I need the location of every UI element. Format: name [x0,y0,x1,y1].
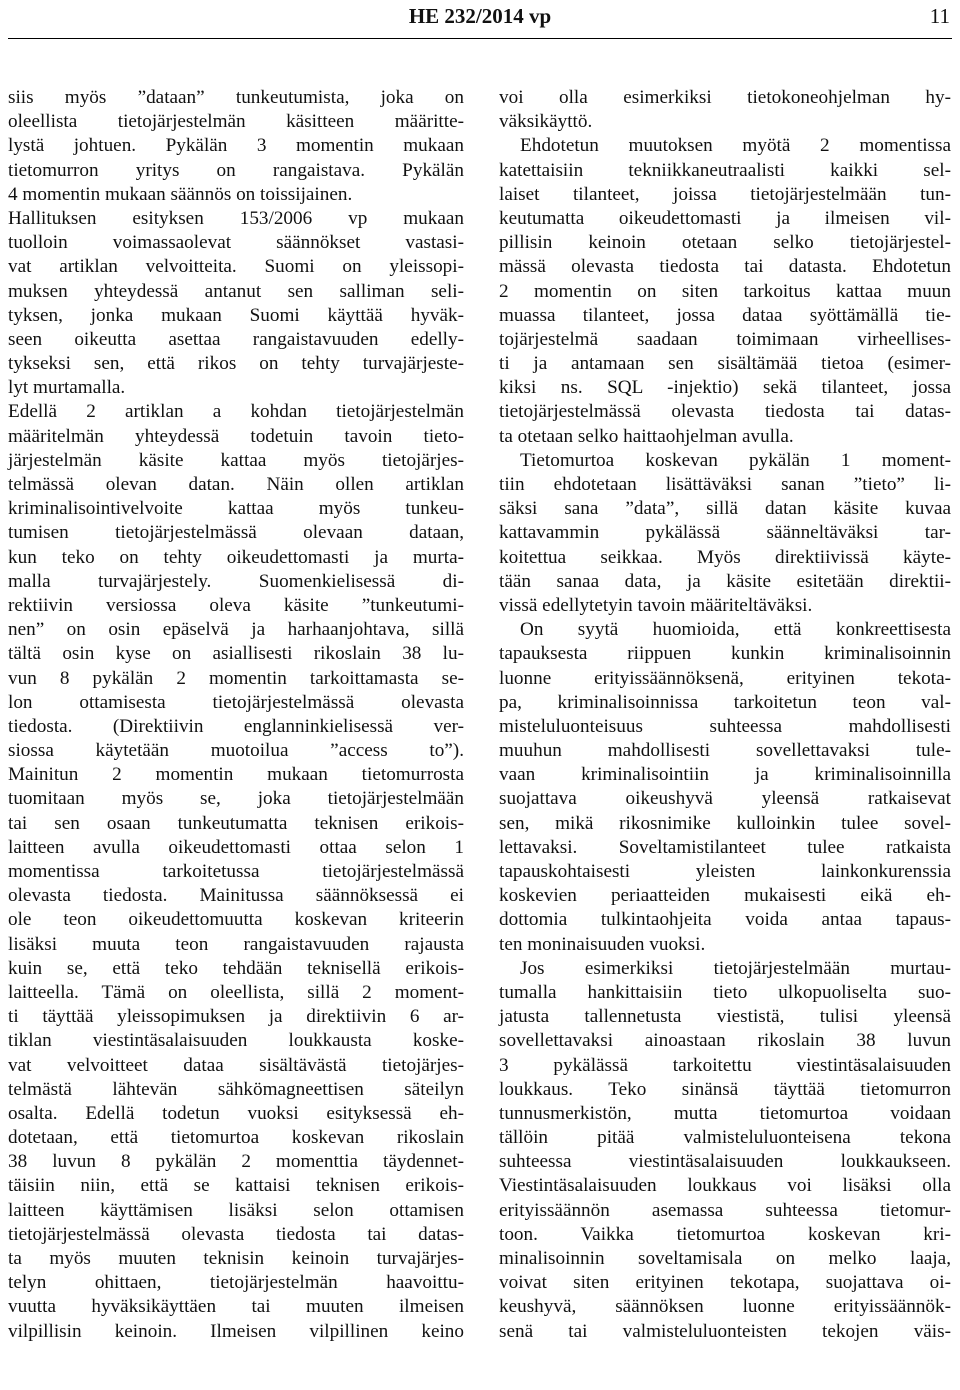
text-line: kriminalisointivelvoite kattaa myös tunkeu- [8,498,464,520]
text-line: suhteessa viestintäsalaisuuden loukkaukseen. [499,1151,951,1173]
text-line: vat artiklan velvoitteita. Suomi on yleissopi- [8,256,464,278]
text-line: kattavammin pykälässä säänneltäväksi tar- [499,522,951,544]
text-line: voi olla esimerkiksi tietokoneohjelman hy- [499,87,951,108]
text-line: katettaisiin tekniikkaneutraalisti kaikki sel- [499,159,951,181]
text-line: dottomia tulkintaohjeita voida antaa tapaus- [499,909,951,931]
text-line: 2 momentin on siten tarkoitus kattaa muun [499,280,951,302]
text-line: vun 8 pykälän 2 momentin tarkoittamasta se- [8,667,464,689]
text-line: tyksen, jonka mukaan Suomi käyttää hyväk- [8,304,464,326]
text-line: telyn ohittaen, tietojärjestelmän haavoittu- [8,1272,464,1294]
text-line: tojärjestelmä saadaan toimimaan virheellises- [499,328,951,350]
text-line: lon ottamisesta tietojärjestelmässä olevasta [8,691,464,713]
text-line: siis myös ”dataan” tunkeutumista, joka on [8,87,464,108]
text-line: olevasta tiedosta. Mainitussa säännöksessä ei [8,885,464,907]
text-line: määritelmän yhteydessä todetuin tavoin tieto- [8,425,464,447]
left-text-column [8,86,464,1344]
text-line: lyt murtamalla. [8,377,126,399]
text-line: Hallituksen esityksen 153/2006 vp mukaan [8,207,464,229]
text-line: suojattava oikeushyvä yleensä ratkaisevat [499,788,951,810]
text-line: keutumatta oikeudettomasti ja ilmeisen vil- [499,207,951,229]
text-line: säksi sana ”data”, sillä datan käsite kuvaa [499,498,951,520]
text-line: sovellettavaksi ainoastaan rikoslain 38 luvun [499,1030,951,1052]
text-line: Viestintäsalaisuuden loukkaus voi lisäksi olla [499,1175,951,1197]
text-line: tumisen tietojärjestelmässä olevaan dataan, [8,522,464,544]
text-line: tietojärjestelmässä olevasta tiedosta tai datas- [8,1223,464,1245]
text-line: tapauskohtaisesti yleisten lainkonkurenssia [499,861,951,882]
text-line: tiedosta. (Direktiivin englanninkielisessä ver- [8,715,464,737]
text-line: vaan kriminalisointiin ja kriminalisoinnilla [499,764,951,786]
text-line: ten moninaisuuden vuoksi. [499,933,706,955]
text-line: momentissa tarkoitetussa tietojärjestelmässä [8,861,464,882]
text-line: Tietomurtoa koskevan pykälän 1 moment- [520,449,951,471]
text-line: laitteella. Tämä on oleellista, sillä 2 moment- [8,981,464,1003]
text-line: tietojärjestelmässä olevasta tiedosta tai datas- [499,401,951,423]
text-line: muuhun mahdollisesti sovellettavaksi tule- [499,740,951,762]
text-line: muassa tilanteet, jossa dataa syöttämällä tie- [499,304,951,326]
text-line: 38 luvun 8 pykälän 2 momenttia täydennet- [8,1151,464,1173]
text-line: tykseksi sen, että rikos on tehty turvajärjeste- [8,353,464,375]
document-identifier: HE 232/2014 vp [408,4,552,28]
text-line: tään sanaa data, ja käsite esitetään direktii- [499,570,951,592]
text-line: tiin ehdotetaan lisättäväksi sanan ”tieto” li- [499,474,951,495]
text-line: Ehdotetun muutoksen myötä 2 momentissa [520,135,951,157]
text-line: mässä olevasta tiedosta tai datasta. Ehdotetun [499,256,951,278]
text-line: vilpillisin keinoin. Ilmeisen vilpillinen keino [8,1320,464,1342]
text-line: vuutta hyväksikäyttäen tai muuten ilmeisen [8,1296,464,1318]
text-line: koitettua seikkaa. Myös direktiivissä käyte- [499,546,951,568]
text-line: Mainitun 2 momentin mukaan tietomurrosta [8,764,464,786]
text-line: telmästä lähtevän sähkömagneettisen säteilyn [8,1078,464,1100]
text-line: dotetaan, että tietomurtoa koskevan rikoslain [8,1127,464,1149]
text-line: laitteen avulla oikeudettomasti ottaa selon 1 [8,836,464,858]
text-line: telmässä olevan datan. Näin ollen artiklan [8,474,464,495]
text-line: loukkaus. Teko sinänsä täyttää tietomurron [499,1078,951,1100]
page-number: 11 [929,4,950,28]
text-line: tiklan viestintäsalaisuuden loukkausta koske- [8,1030,464,1052]
text-line: tumalla hankittaisiin tieto ulkopuoliselta suo- [499,981,951,1003]
text-line: täisiin niin, että se kattaisi teknisen erikois- [8,1175,464,1197]
text-line: tällöin pitää valmisteluluonteisena tekona [499,1127,951,1149]
text-line: pillisin keinoin otetaan selko tietojärjestel- [499,232,951,254]
text-line: lisäksi muuta teon rangaistavuuden rajausta [8,933,464,955]
text-line: ti täyttää yleissopimuksen ja direktiivin 6 ar- [8,1006,464,1028]
text-line: muksen yhteydessä antanut sen salliman seli- [8,280,464,302]
text-line: ta myös muuten teknisin keinoin turvajärjes- [8,1248,464,1269]
text-line: misteluluonteisuus suhteessa mahdollisesti [499,715,951,737]
text-line: tai sen osaan tunkeutumatta teknisen erikois- [8,812,464,834]
text-line: tältä osin kyse on asiallisesti rikoslain 38 lu- [8,643,464,665]
text-line: osalta. Edellä todetun vuoksi esityksessä eh- [8,1102,464,1124]
text-line: oleellista tietojärjestelmän käsitteen määritte- [8,111,464,133]
text-line: 4 momentin mukaan säännös on toissijainen. [8,183,353,205]
text-line: keushyvä, säännöksen luonne erityissäännök- [499,1296,951,1318]
text-line: tunnusmerkistön, mutta tietomurtoa voidaan [499,1102,951,1124]
text-line: senä tai valmisteluluonteisten tekojen väis- [499,1320,951,1342]
text-line: koskevien periaatteiden mukaisesti eikä eh- [499,885,951,907]
text-line: On syytä huomioida, että konkreettisesta [520,619,951,641]
text-line: tietomurron yritys on rangaistava. Pykälän [8,159,464,181]
text-line: ta otetaan selko haittaohjelman avulla. [499,425,794,447]
text-line: kiksi ns. SQL -injektio) sekä tilanteet, jossa [499,377,951,399]
text-line: kun teko on tehty oikeudettomasti ja murta- [8,546,464,568]
text-line: ti ja antamaan sen sisältämää tietoa (esimer- [499,353,951,375]
text-line: siossa käytetään muotoilua ”access to”). [8,740,464,762]
header-rule [8,38,952,39]
right-text-column [499,86,951,1344]
text-line: tuomitaan myös se, joka tietojärjestelmään [8,788,464,810]
text-line: Jos esimerkiksi tietojärjestelmään murtau- [520,957,951,979]
text-line: rektiivin versiossa oleva käsite ”tunkeutumi- [8,594,464,616]
text-line: sen, mikä rikosnimike kulloinkin tulee sovel- [499,812,951,834]
text-line: kuin se, että teko tehdään teknisellä erikois- [8,957,464,979]
text-line: seen oikeutta asettaa rangaistavuuden edelly- [8,328,464,350]
text-line: toon. Vaikka tietomurtoa koskevan kri- [499,1223,951,1245]
text-line: järjestelmän käsite kattaa myös tietojärjes- [8,449,464,471]
text-line: ole teon oikeudettomuutta koskevan kriteerin [8,909,464,931]
text-line: lystä johtuen. Pykälän 3 momentin mukaan [8,135,464,157]
text-line: Edellä 2 artiklan a kohdan tietojärjestelmän [8,401,464,423]
text-line: voivat siten erityinen tekotapa, suojattava oi- [499,1272,951,1294]
text-line: malla turvajärjestely. Suomenkielisessä di- [8,570,464,592]
text-line: vat velvoitteet dataa sisältävästä tietojärjes- [8,1054,464,1076]
text-line: tapauksesta riippuen kunkin kriminalisoinnin [499,643,951,665]
text-line: lettavaksi. Soveltamistilanteet tulee ratkaista [499,836,951,858]
text-line: laitteen käyttämisen lisäksi selon ottamisen [8,1199,464,1221]
text-line: pa, kriminalisoinnissa tarkoitetun teon val- [499,691,951,713]
text-line: jatusta tallennetusta viestistä, tulisi yleensä [499,1006,951,1028]
text-line: tuolloin voimassaolevat säännökset vastasi- [8,232,464,254]
text-line: nen” on osin epäselvä ja harhaanjohtava, sillä [8,619,464,641]
text-line: erityissäännön asemassa suhteessa tietomur- [499,1199,951,1221]
text-line: vissä edellytetyin tavoin määriteltäväksi. [499,594,813,616]
text-line: minalisoinnin soveltamisala on melko laaja, [499,1248,951,1269]
text-line: luonne erityissäännöksenä, erityinen tekota- [499,667,951,689]
text-line: laiset tilanteet, joissa tietojärjestelmään tun- [499,183,951,205]
text-line: väksikäyttö. [499,111,593,133]
text-line: 3 pykälässä tarkoitettu viestintäsalaisuuden [499,1054,951,1076]
